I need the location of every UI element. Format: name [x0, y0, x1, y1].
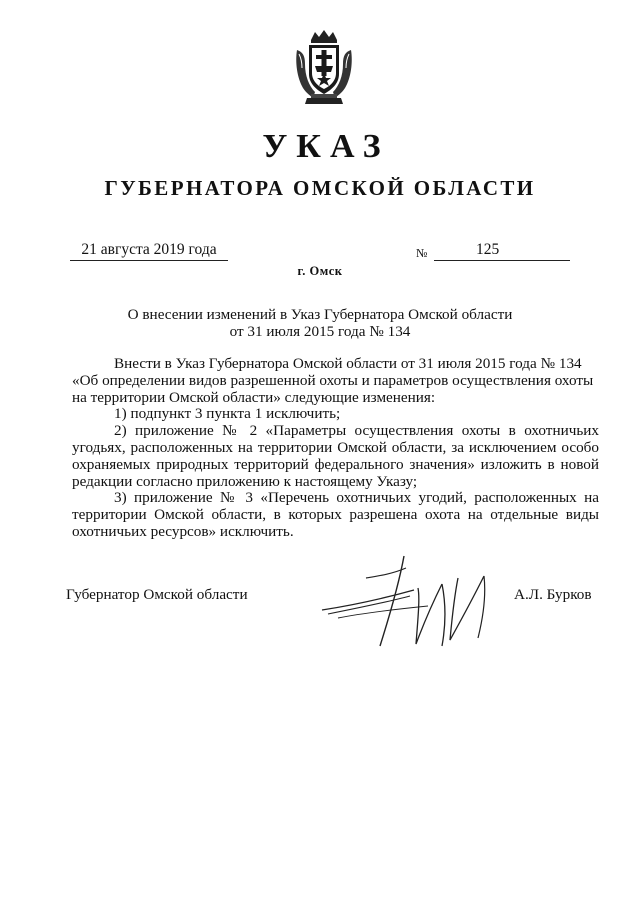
- amendment-item-2: 2) приложение № 2 «Параметры осуществления охоты в охотничьих угодьях, расположенных на территории Омской области, за исключением особо охраняемых природных территорий федерального значения» изложить в новой редакции согласно приложению к настоящему Указу;: [72, 422, 599, 490]
- document-title: УКАЗ: [262, 128, 390, 165]
- signatory-name: А.Л. Бурков: [514, 586, 592, 603]
- document-subtitle: ГУБЕРНАТОРА ОМСКОЙ ОБЛАСТИ: [104, 176, 536, 200]
- decree-body: [72, 356, 599, 541]
- number-sign: №: [416, 246, 428, 260]
- subject-line-1: О внесении изменений в Указ Губернатора Омской области: [127, 306, 513, 323]
- subject-line-2: от 31 июля 2015 года № 134: [229, 323, 411, 340]
- intro-line-3: на территории Омской области» следующие изменения:: [72, 388, 436, 406]
- handwritten-signature: [318, 548, 498, 653]
- decree-number: 125: [434, 241, 570, 261]
- decree-date: 21 августа 2019 года: [70, 241, 228, 261]
- signatory-title: Губернатор Омской области: [66, 586, 248, 603]
- decree-subject: [0, 306, 640, 340]
- intro-line-2: «Об определении видов разрешенной охоты и параметров осуществления охоты: [72, 371, 594, 389]
- amendment-item-1: 1) подпункт 3 пункта 1 исключить;: [114, 405, 341, 423]
- coat-of-arms-icon: [293, 28, 355, 106]
- intro-line-1: Внести в Указ Губернатора Омской области от 31 июля 2015 года № 134: [114, 355, 582, 372]
- amendment-item-3: 3) приложение № 3 «Перечень охотничьих угодий, расположенных на территории Омской области, в которых разрешена охота на отдельные виды охотничьих ресурсов» исключить.: [72, 489, 599, 540]
- city: г. Омск: [297, 264, 343, 278]
